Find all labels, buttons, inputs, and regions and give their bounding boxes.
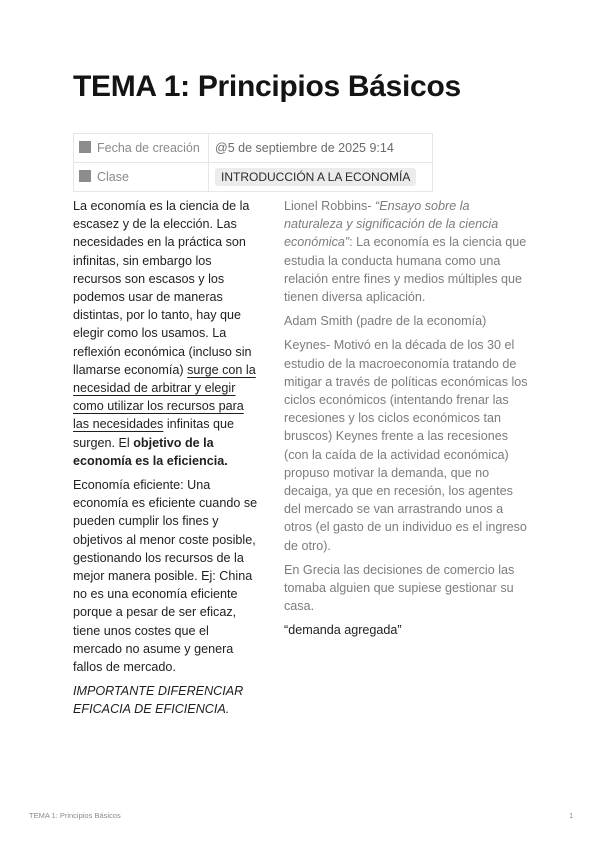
property-key-class [74,163,209,192]
property-value-class [209,163,433,192]
paragraph: Economía eficiente: Una economía es eficiente cuando se pueden cumplir los fines y objetivos al menor coste posible, gestionando los recursos de la mejor manera posible. Ej: China no es una economía eficiente porque a pesar de ser eficaz, tiene unos costes que el mercado no asume y genera fallos de mercado. [73,478,258,675]
property-key-created [74,134,209,163]
page-title: TEMA 1: Principios Básicos [73,70,461,103]
text-span: : La economía es la ciencia que estudia la conducta humana como una relación entre fines y medios múltiples que tienen diversa aplicación. [284,235,527,305]
property-value-created: @5 de septiembre de 2025 9:14 [209,134,433,163]
paragraph: Adam Smith (padre de la economía) [284,314,487,329]
paragraph [284,197,530,306]
paragraph-italic: IMPORTANTE DIFERENCIAR EFICACIA DE EFICIENCIA. [73,684,244,717]
left-column [73,197,261,725]
paragraph [73,197,261,470]
text-span: La economía es la ciencia de la escasez y de la elección. Las necesidades en la práctica son infinitas, sin embargo los recursos son escasos y los podemos usar de maneras distintas, por lo tanto, hay que elegir como los usamos. La reflexión económica (incluso sin llamarse economía) [73,199,252,377]
text-span: Lionel Robbins- [284,199,376,213]
paragraph-quote: “demanda agregada” [284,623,402,638]
property-label: Clase [97,170,129,184]
text-span: infinitas que surgen. El [73,417,235,450]
page-number: 1 [569,811,574,820]
paragraph: En Grecia las decisiones de comercio las tomaba alguien que supiese gestionar su casa. [284,562,515,614]
property-label: Fecha de creación [97,141,200,155]
underlined-text: surge con la necesidad de arbitrar y elegir como utilizar los recursos para las necesidades [73,362,256,432]
property-row-class [74,163,433,192]
footer-title: TEMA 1: Principios Básicos [29,811,121,820]
bold-text: objetivo de la economía es la eficiencia. [73,435,228,468]
properties-table [73,133,433,192]
property-row-created [74,134,433,163]
paragraph: Keynes- Motivó en la década de los 30 el estudio de la macroeconomía tratando de mitigar a través de políticas económicas los ciclos económicos (intentando frenar las recesiones y los ciclos económicos tan bruscos) Keynes frente a las recesiones (con la caída de la actividad económica) propuso motivar la demanda, que no decaiga, ya que en recesión, los agentes del mercado se van arrastrando unos a otros (el gasto de un individuo es el ingreso de otro). [284,338,528,553]
property-square-icon [79,170,91,182]
right-column [284,197,530,646]
italic-text: “Ensayo sobre la naturaleza y significación de la ciencia económica” [284,199,499,250]
class-tag[interactable]: INTRODUCCIÓN A LA ECONOMÍA [215,168,416,186]
property-square-icon [79,141,91,153]
